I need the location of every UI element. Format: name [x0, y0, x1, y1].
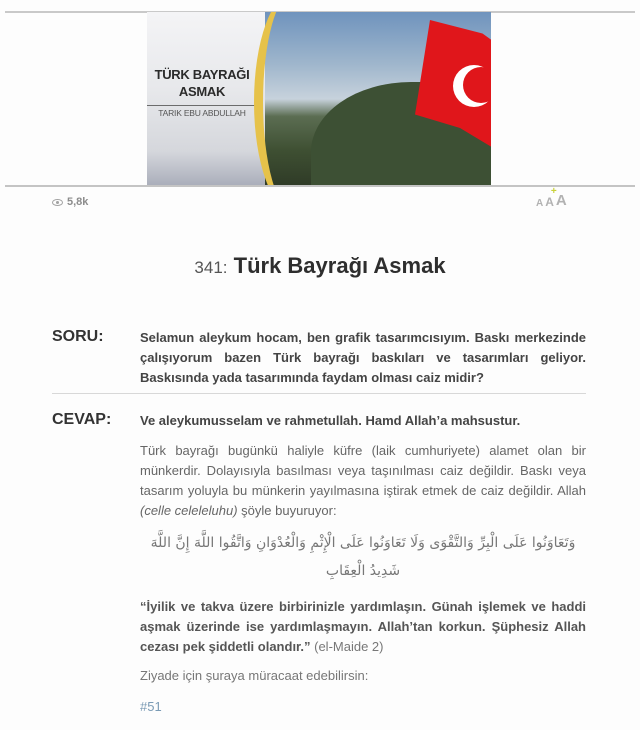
- qa-divider: [52, 393, 586, 394]
- verse-translation: [140, 597, 586, 657]
- answer-body-text-end: şöyle buyuruyor:: [237, 503, 337, 518]
- banner-divider: [147, 105, 257, 106]
- more-info-text: Ziyade için şuraya müracaat edebilirsin:: [140, 668, 369, 683]
- banner-author: TARIK EBU ABDULLAH: [158, 108, 246, 118]
- crescent-cutout: [463, 67, 491, 103]
- question-label: SORU:: [52, 328, 104, 345]
- gold-arc-decoration: [254, 12, 334, 186]
- banner-title: [147, 66, 257, 100]
- quote-reference: (el-Maide 2): [310, 639, 384, 654]
- answer-body-italic: (celle celeleluhu): [140, 503, 238, 518]
- plus-icon: +: [550, 186, 557, 197]
- view-count-value: 5,8k: [67, 196, 89, 208]
- banner-bottom-rule: [5, 185, 635, 187]
- font-increase-button[interactable]: [550, 186, 567, 209]
- quote-text: “İyilik ve takva üzere birbirinizle yardımlaşın. Günah işlemek ve haddi aşmak üzerinde ise yardımlaşmayın. Allah’tan korkun. Şüphesiz Allah cezası pek şiddetli olandır.”: [140, 599, 586, 654]
- page-title: [0, 253, 640, 279]
- banner-title-line1: TÜRK BAYRAĞI: [154, 67, 250, 82]
- view-count: [52, 196, 88, 208]
- font-increase-label: A: [555, 192, 567, 209]
- answer-body-text: Türk bayrağı bugünkü haliyle küfre (laik cumhuriyete) alamet olan bir münkerdir. Dolayısıyla basılması veya taşınılması caiz değildir. Baskı veya tasarım yoluyla bu münkerin yayılmasına iştirak etmek de caiz değildir. Allah: [140, 443, 586, 498]
- article-title: Türk Bayrağı Asmak: [233, 253, 446, 278]
- answer-label: CEVAP:: [52, 411, 112, 428]
- font-size-controls: [536, 186, 567, 209]
- arabic-verse: وَتَعَاوَنُوا عَلَى الْبِرِّ وَالتَّقْوَى وَلَا تَعَاوَنُوا عَلَى الْإِثْمِ وَالْعُدْوَانِ وَاتَّقُوا اللَّهَ إِنَّ اللَّهَ شَدِيدُ الْعِقَابِ: [150, 535, 576, 579]
- question-text: Selamun aleykum hocam, ben grafik tasarımcısıyım. Baskı merkezinde çalışıyorum bazen Türk bayrağı baskıları ve tasarımları geliyor. Baskısında yada tasarımında faydam olması caiz midir?: [140, 330, 586, 385]
- article-number: 341:: [194, 258, 228, 277]
- eye-icon: [52, 199, 63, 206]
- answer-lead: Ve aleykumusselam ve rahmetullah. Hamd Allah’a mahsustur.: [140, 413, 521, 428]
- answer-body: [140, 441, 586, 521]
- banner-image: [147, 12, 491, 186]
- banner-title-line2: ASMAK: [178, 84, 226, 99]
- reference-link[interactable]: #51: [140, 699, 162, 714]
- font-decrease-button[interactable]: A: [536, 198, 544, 209]
- font-normal-button[interactable]: A: [545, 195, 554, 209]
